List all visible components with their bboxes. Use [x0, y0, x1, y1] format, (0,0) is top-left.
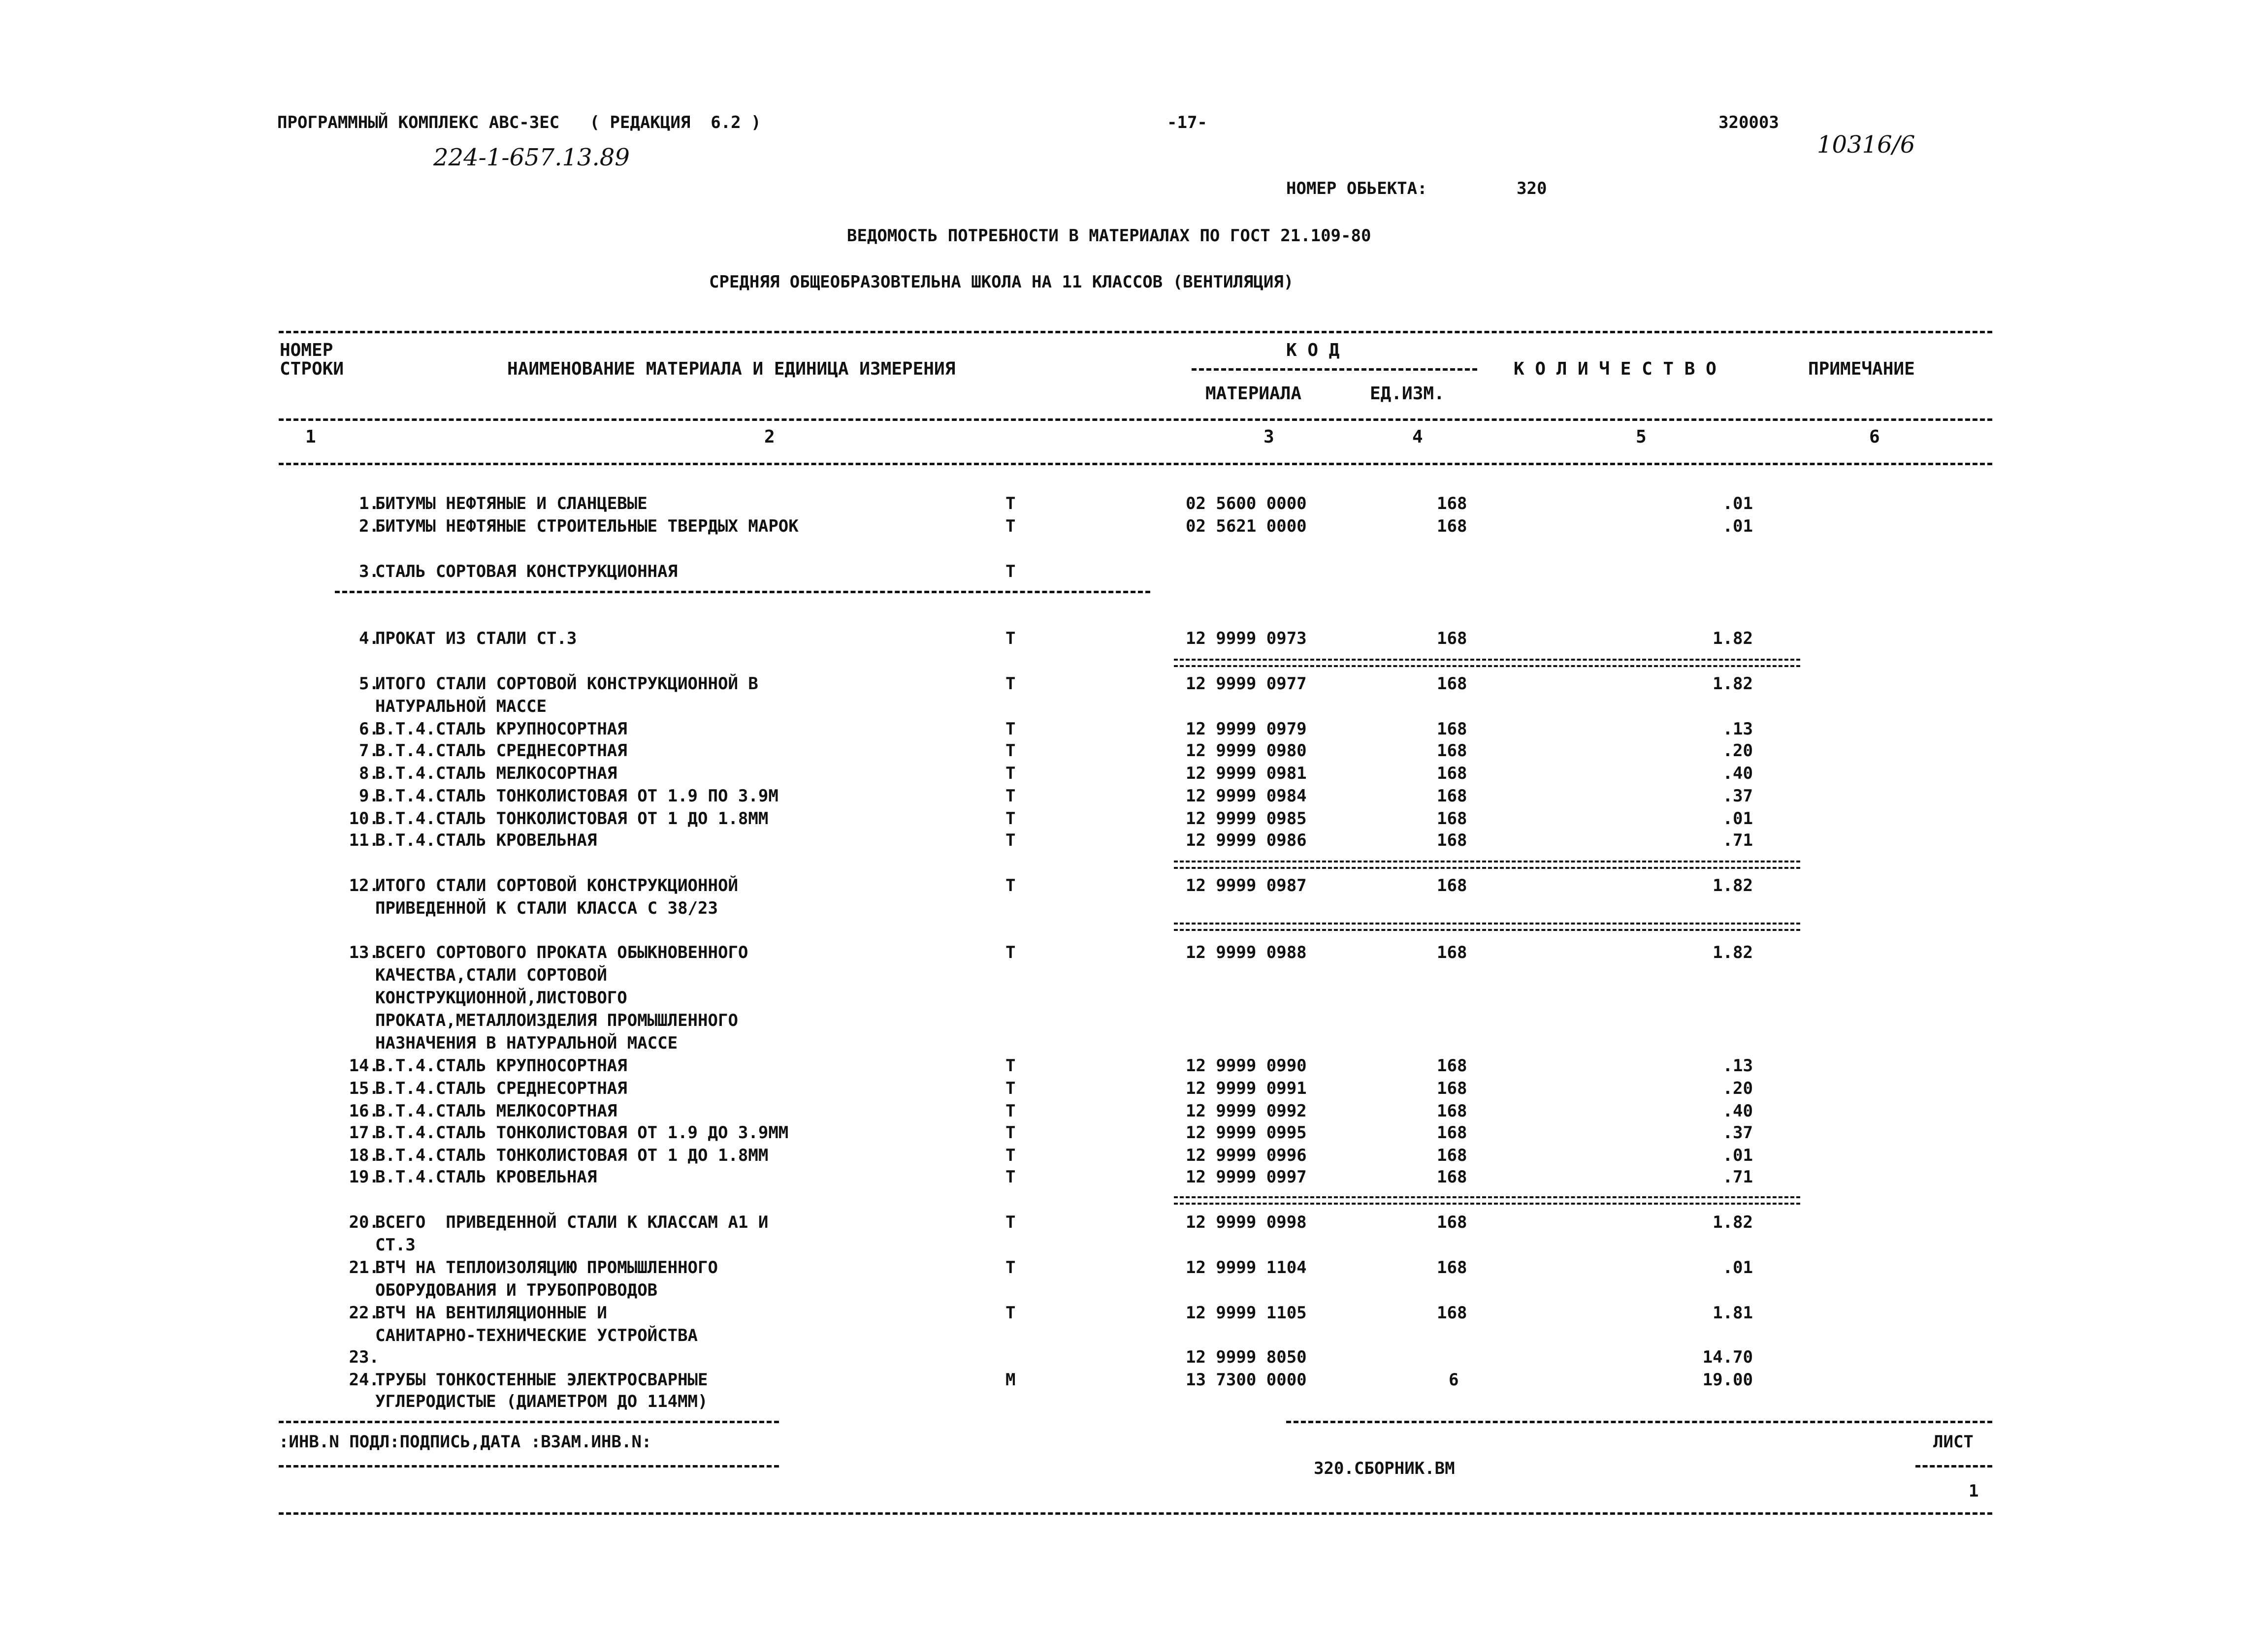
row-unit-code: 168 [1437, 516, 1467, 536]
handwritten-reference: 10316/6 [1817, 131, 1915, 159]
object-label: НОМЕР ОБЬЕКТА: [1286, 179, 1427, 198]
row-number: 12. [349, 876, 379, 895]
header-name: НАИМЕНОВАНИЕ МАТЕРИАЛА И ЕДИНИЦА ИЗМЕРЕНИЯ [507, 359, 956, 379]
header-note: ПРИМЕЧАНИЕ [1808, 359, 1915, 379]
row-number: 10. [349, 809, 379, 829]
row-number: 11. [349, 830, 379, 850]
row-quantity: .40 [1722, 1101, 1753, 1121]
row-quantity: .01 [1722, 1146, 1753, 1165]
row-material-code: 12 9999 0987 [1186, 876, 1307, 895]
row-material-code: 12 9999 0985 [1186, 809, 1307, 829]
subtotal-double-rule [1174, 1196, 1800, 1205]
row-unit: Т [1005, 809, 1016, 829]
row-material-code: 13 7300 0000 [1186, 1370, 1307, 1390]
row-number: 15. [349, 1079, 379, 1098]
row-material-code: 12 9999 0998 [1186, 1213, 1307, 1232]
row-unit-code: 168 [1437, 943, 1467, 962]
document-code: 320003 [1718, 113, 1779, 132]
row-quantity: 1.82 [1713, 629, 1753, 648]
row-name: В.Т.4.СТАЛЬ КРУПНОСОРТНАЯ [375, 719, 627, 739]
row-unit: Т [1005, 674, 1016, 694]
row-name: ПРОКАТ ИЗ СТАЛИ СТ.3 [375, 629, 577, 648]
row-material-code: 12 9999 0981 [1186, 764, 1307, 783]
row-unit-code: 168 [1437, 1303, 1467, 1323]
row-material-code: 12 9999 0973 [1186, 629, 1307, 648]
row-unit: Т [1005, 1056, 1016, 1076]
row-number: 1. [359, 494, 379, 513]
row-name-continued: НАТУРАЛЬНОЙ МАССЕ [375, 697, 547, 716]
row-name: ВСЕГО СОРТОВОГО ПРОКАТА ОБЫКНОВЕННОГО [375, 943, 748, 962]
row-quantity: 19.00 [1702, 1370, 1753, 1390]
row-name: В.Т.4.СТАЛЬ ТОНКОЛИСТОВАЯ ОТ 1.9 ПО 3.9М [375, 786, 778, 806]
row-name: В.Т.4.СТАЛЬ КРУПНОСОРТНАЯ [375, 1056, 627, 1076]
page-number: -17- [1167, 113, 1207, 132]
row-unit-code: 168 [1437, 674, 1467, 694]
footer-stamp-mid-rule [279, 1465, 779, 1468]
row-quantity: .37 [1722, 1123, 1753, 1143]
row-quantity: 1.82 [1713, 876, 1753, 895]
row-name: В.Т.4.СТАЛЬ СРЕДНЕСОРТНАЯ [375, 1079, 627, 1098]
row-quantity: .71 [1722, 830, 1753, 850]
row-quantity: 1.82 [1713, 674, 1753, 694]
row-name-continued: ПРОКАТА,МЕТАЛЛОИЗДЕЛИЯ ПРОМЫШЛЕННОГО [375, 1011, 738, 1030]
row-unit-code: 168 [1437, 629, 1467, 648]
footer-stamp-top-rule [279, 1421, 779, 1423]
row-quantity: .01 [1722, 516, 1753, 536]
row-quantity: .71 [1722, 1167, 1753, 1187]
row-number: 20. [349, 1213, 379, 1232]
footer-sheet-mid-rule [1915, 1465, 1992, 1468]
row-quantity: .01 [1722, 494, 1753, 513]
row-quantity: .13 [1722, 719, 1753, 739]
row-name-continued: КОНСТРУКЦИОННОЙ,ЛИСТОВОГО [375, 988, 627, 1008]
row-unit: Т [1005, 1079, 1016, 1098]
row-quantity: 1.81 [1713, 1303, 1753, 1323]
row-material-code: 12 9999 0997 [1186, 1167, 1307, 1187]
row-unit-code: 168 [1437, 719, 1467, 739]
row-name-continued: СТ.3 [375, 1235, 416, 1255]
row-unit: Т [1005, 943, 1016, 962]
row-name-continued: КАЧЕСТВА,СТАЛИ СОРТОВОЙ [375, 965, 607, 985]
row-name-continued: УГЛЕРОДИСТЫЕ (ДИАМЕТРОМ ДО 114ММ) [375, 1392, 708, 1411]
header-mid-rule [279, 418, 1992, 421]
row-name: В.Т.4.СТАЛЬ ТОНКОЛИСТОВАЯ ОТ 1 ДО 1.8ММ [375, 1146, 769, 1165]
row-unit: Т [1005, 1167, 1016, 1187]
col-number-1: 1 [305, 427, 316, 447]
row-name: БИТУМЫ НЕФТЯНЫЕ СТРОИТЕЛЬНЫЕ ТВЕРДЫХ МАРОК [375, 516, 799, 536]
row-quantity: .20 [1722, 741, 1753, 761]
row-number: 8. [359, 764, 379, 783]
row-unit: Т [1005, 764, 1016, 783]
row-unit-code: 6 [1449, 1370, 1459, 1390]
row-number: 9. [359, 786, 379, 806]
header-material: МАТЕРИАЛА [1205, 383, 1302, 404]
row-name: ТРУБЫ ТОНКОСТЕННЫЕ ЭЛЕКТРОСВАРНЫЕ [375, 1370, 708, 1390]
row-number: 19. [349, 1167, 379, 1187]
row-number: 18. [349, 1146, 379, 1165]
row-unit-code: 168 [1437, 1079, 1467, 1098]
row-name: В.Т.4.СТАЛЬ ТОНКОЛИСТОВАЯ ОТ 1.9 ДО 3.9ММ [375, 1123, 789, 1143]
footer-document-name: 320.СБОРНИК.ВМ [1314, 1459, 1455, 1478]
object-number: 320 [1517, 179, 1547, 198]
row-name: БИТУМЫ НЕФТЯНЫЕ И СЛАНЦЕВЫЕ [375, 494, 648, 513]
row-unit: Т [1005, 1258, 1016, 1277]
row-material-code: 02 5600 0000 [1186, 494, 1307, 513]
row-material-code: 12 9999 0996 [1186, 1146, 1307, 1165]
row-unit: Т [1005, 719, 1016, 739]
row-name: В.Т.4.СТАЛЬ КРОВЕЛЬНАЯ [375, 830, 597, 850]
row-material-code: 12 9999 8050 [1186, 1347, 1307, 1367]
row-material-code: 12 9999 0992 [1186, 1101, 1307, 1121]
row-name: В.Т.4.СТАЛЬ КРОВЕЛЬНАЯ [375, 1167, 597, 1187]
row-name: ВСЕГО ПРИВЕДЕННОЙ СТАЛИ К КЛАССАМ А1 И [375, 1213, 769, 1232]
row-number: 6. [359, 719, 379, 739]
row-unit: Т [1005, 1213, 1016, 1232]
row-quantity: .20 [1722, 1079, 1753, 1098]
row-unit: Т [1005, 1146, 1016, 1165]
row-material-code: 12 9999 1105 [1186, 1303, 1307, 1323]
row-unit: Т [1005, 1303, 1016, 1323]
row-material-code: 12 9999 0979 [1186, 719, 1307, 739]
col-number-2: 2 [764, 427, 775, 447]
row-number: 7. [359, 741, 379, 761]
row-unit: М [1005, 1370, 1016, 1390]
row-unit-code: 168 [1437, 786, 1467, 806]
subtotal-double-rule [1174, 861, 1800, 869]
row-number: 16. [349, 1101, 379, 1121]
row-quantity: 1.82 [1713, 943, 1753, 962]
row-number: 2. [359, 516, 379, 536]
row-unit-code: 168 [1437, 809, 1467, 829]
row-quantity: .37 [1722, 786, 1753, 806]
row-unit-code: 168 [1437, 876, 1467, 895]
row-quantity: .13 [1722, 1056, 1753, 1076]
row-name-continued: НАЗНАЧЕНИЯ В НАТУРАЛЬНОЙ МАССЕ [375, 1033, 678, 1053]
row-unit: Т [1005, 562, 1016, 581]
row-quantity: .01 [1722, 1258, 1753, 1277]
section-rule [335, 591, 1150, 593]
row-name-continued: ОБОРУДОВАНИЯ И ТРУБОПРОВОДОВ [375, 1280, 658, 1300]
col-number-3: 3 [1264, 427, 1274, 447]
row-material-code: 12 9999 0986 [1186, 830, 1307, 850]
row-unit-code: 168 [1437, 830, 1467, 850]
header-row-no-line2: СТРОКИ [280, 359, 344, 379]
table-top-rule [279, 331, 1992, 333]
row-unit-code: 168 [1437, 1258, 1467, 1277]
row-name: В.Т.4.СТАЛЬ МЕЛКОСОРТНАЯ [375, 764, 617, 783]
row-unit-code: 168 [1437, 1146, 1467, 1165]
row-unit-code: 168 [1437, 1167, 1467, 1187]
footer-bottom-rule [279, 1512, 1992, 1515]
row-material-code: 12 9999 0995 [1186, 1123, 1307, 1143]
row-unit-code: 168 [1437, 764, 1467, 783]
subtotal-double-rule [1174, 659, 1800, 667]
row-material-code: 12 9999 0991 [1186, 1079, 1307, 1098]
row-material-code: 12 9999 0990 [1186, 1056, 1307, 1076]
row-name: В.Т.4.СТАЛЬ МЕЛКОСОРТНАЯ [375, 1101, 617, 1121]
header-quantity: К О Л И Ч Е С Т В О [1514, 359, 1717, 379]
row-unit-code: 168 [1437, 1123, 1467, 1143]
row-unit-code: 168 [1437, 494, 1467, 513]
row-name: ВТЧ НА ТЕПЛОИЗОЛЯЦИЮ ПРОМЫШЛЕННОГО [375, 1258, 718, 1277]
row-number: 14. [349, 1056, 379, 1076]
header-code-rule [1192, 368, 1477, 371]
program-title: ПРОГРАММНЫЙ КОМПЛЕКС АВС-3ЕС ( РЕДАКЦИЯ 6.2 ) [277, 113, 761, 132]
subtotal-double-rule [1174, 923, 1800, 931]
header-code: К О Д [1286, 340, 1340, 360]
row-unit: Т [1005, 629, 1016, 648]
row-unit: Т [1005, 830, 1016, 850]
row-name: В.Т.4.СТАЛЬ ТОНКОЛИСТОВАЯ ОТ 1 ДО 1.8ММ [375, 809, 769, 829]
row-name-continued: ПРИВЕДЕННОЙ К СТАЛИ КЛАССА С 38/23 [375, 898, 718, 918]
row-material-code: 02 5621 0000 [1186, 516, 1307, 536]
row-quantity: 14.70 [1702, 1347, 1753, 1367]
row-name-continued: САНИТАРНО-ТЕХНИЧЕСКИЕ УСТРОЙСТВА [375, 1326, 698, 1345]
col-number-6: 6 [1869, 427, 1880, 447]
row-material-code: 12 9999 0988 [1186, 943, 1307, 962]
row-unit-code: 168 [1437, 1056, 1467, 1076]
row-material-code: 12 9999 1104 [1186, 1258, 1307, 1277]
row-quantity: .40 [1722, 764, 1753, 783]
header-bottom-rule [279, 463, 1992, 465]
row-name: В.Т.4.СТАЛЬ СРЕДНЕСОРТНАЯ [375, 741, 627, 761]
row-number: 3. [359, 562, 379, 581]
row-unit: Т [1005, 494, 1016, 513]
row-quantity: 1.82 [1713, 1213, 1753, 1232]
row-name: ИТОГО СТАЛИ СОРТОВОЙ КОНСТРУКЦИОННОЙ В [375, 674, 758, 694]
document-title: ВЕДОМОСТЬ ПОТРЕБНОСТИ В МАТЕРИАЛАХ ПО ГОСТ 21.109-80 [847, 226, 1371, 246]
row-unit: Т [1005, 786, 1016, 806]
row-number: 4. [359, 629, 379, 648]
row-material-code: 12 9999 0980 [1186, 741, 1307, 761]
row-number: 13. [349, 943, 379, 962]
row-unit: Т [1005, 1123, 1016, 1143]
row-material-code: 12 9999 0984 [1186, 786, 1307, 806]
row-number: 23. [349, 1347, 379, 1367]
row-number: 21. [349, 1258, 379, 1277]
row-material-code: 12 9999 0977 [1186, 674, 1307, 694]
document-subtitle: СРЕДНЯЯ ОБЩЕОБРАЗОВТЕЛЬНА ШКОЛА НА 11 КЛАССОВ (ВЕНТИЛЯЦИЯ) [709, 272, 1294, 292]
handwritten-project-code: 224-1-657.13.89 [433, 144, 630, 171]
row-quantity: .01 [1722, 809, 1753, 829]
footer-sheet-number: 1 [1969, 1481, 1979, 1501]
row-number: 17. [349, 1123, 379, 1143]
row-name: СТАЛЬ СОРТОВАЯ КОНСТРУКЦИОННАЯ [375, 562, 678, 581]
footer-top-rule [1286, 1421, 1992, 1423]
row-unit: Т [1005, 876, 1016, 895]
row-unit-code: 168 [1437, 1101, 1467, 1121]
row-name: ВТЧ НА ВЕНТИЛЯЦИОННЫЕ И [375, 1303, 607, 1323]
col-number-5: 5 [1636, 427, 1647, 447]
row-number: 24. [349, 1370, 379, 1390]
row-number: 5. [359, 674, 379, 694]
footer-sheet-label: ЛИСТ [1933, 1432, 1974, 1452]
col-number-4: 4 [1412, 427, 1423, 447]
row-unit-code: 168 [1437, 741, 1467, 761]
header-row-no-line1: НОМЕР [280, 340, 333, 360]
row-number: 22. [349, 1303, 379, 1323]
row-name: ИТОГО СТАЛИ СОРТОВОЙ КОНСТРУКЦИОННОЙ [375, 876, 738, 895]
row-unit: Т [1005, 741, 1016, 761]
header-unit: ЕД.ИЗМ. [1370, 383, 1445, 404]
row-unit: Т [1005, 516, 1016, 536]
row-unit: Т [1005, 1101, 1016, 1121]
row-unit-code: 168 [1437, 1213, 1467, 1232]
footer-stamp-labels: :ИНВ.N ПОДЛ:ПОДПИСЬ,ДАТА :ВЗАМ.ИНВ.N: [279, 1432, 652, 1452]
